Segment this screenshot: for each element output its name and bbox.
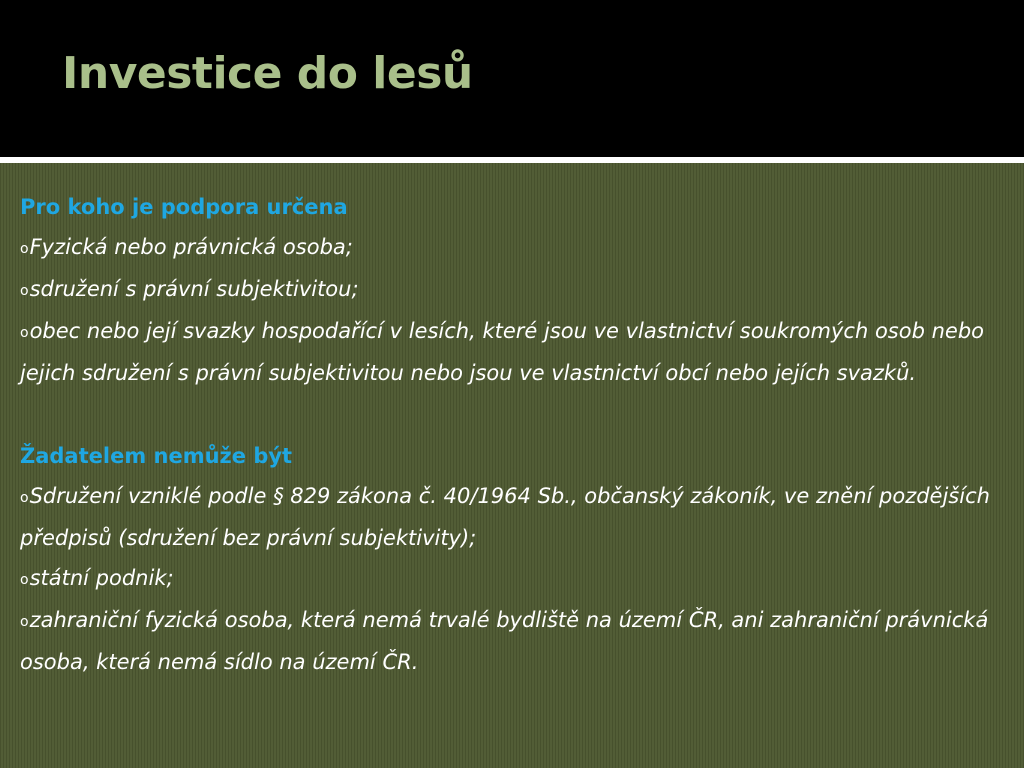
list-item-text: státní podnik; [29,566,174,590]
section-heading-eligible: Pro koho je podpora určena [20,195,348,219]
list-item [20,600,1010,682]
list-item [20,311,1010,393]
bullet-icon: o [20,572,29,588]
list-item-text: obec nebo její svazky hospodařící v lesích, které jsou ve vlastnictví soukromých osob nebo jejich sdružení s právní subjektivitou nebo jsou ve vlastnictví obcí nebo jejích svazků. [20,319,984,385]
list-item-text: Fyzická nebo právnická osoba; [29,235,353,259]
bullet-icon: o [20,490,29,506]
bullet-icon: o [20,614,29,630]
title-bar [0,0,1024,157]
list-item-text: zahraniční fyzická osoba, která nemá trvalé bydliště na území ČR, ani zahraniční právnická osoba, která nemá sídlo na území ČR. [20,608,989,674]
section-heading-ineligible: Žadatelem nemůže být [20,444,293,468]
bullet-icon: o [20,283,29,299]
section-spacer [20,393,1010,436]
list-item-text: sdružení s právní subjektivitou; [29,277,359,301]
list-item [20,269,1010,311]
list-item [20,476,1010,558]
slide-title: Investice do lesů [62,48,473,99]
slide-body [20,187,1010,682]
list-item [20,227,1010,269]
title-divider [0,157,1024,163]
list-item [20,558,1010,600]
list-item-text: Sdružení vzniklé podle § 829 zákona č. 40/1964 Sb., občanský zákoník, ve znění pozdějších předpisů (sdružení bez právní subjektivity); [20,484,990,550]
bullet-icon: o [20,325,29,341]
bullet-icon: o [20,241,29,257]
